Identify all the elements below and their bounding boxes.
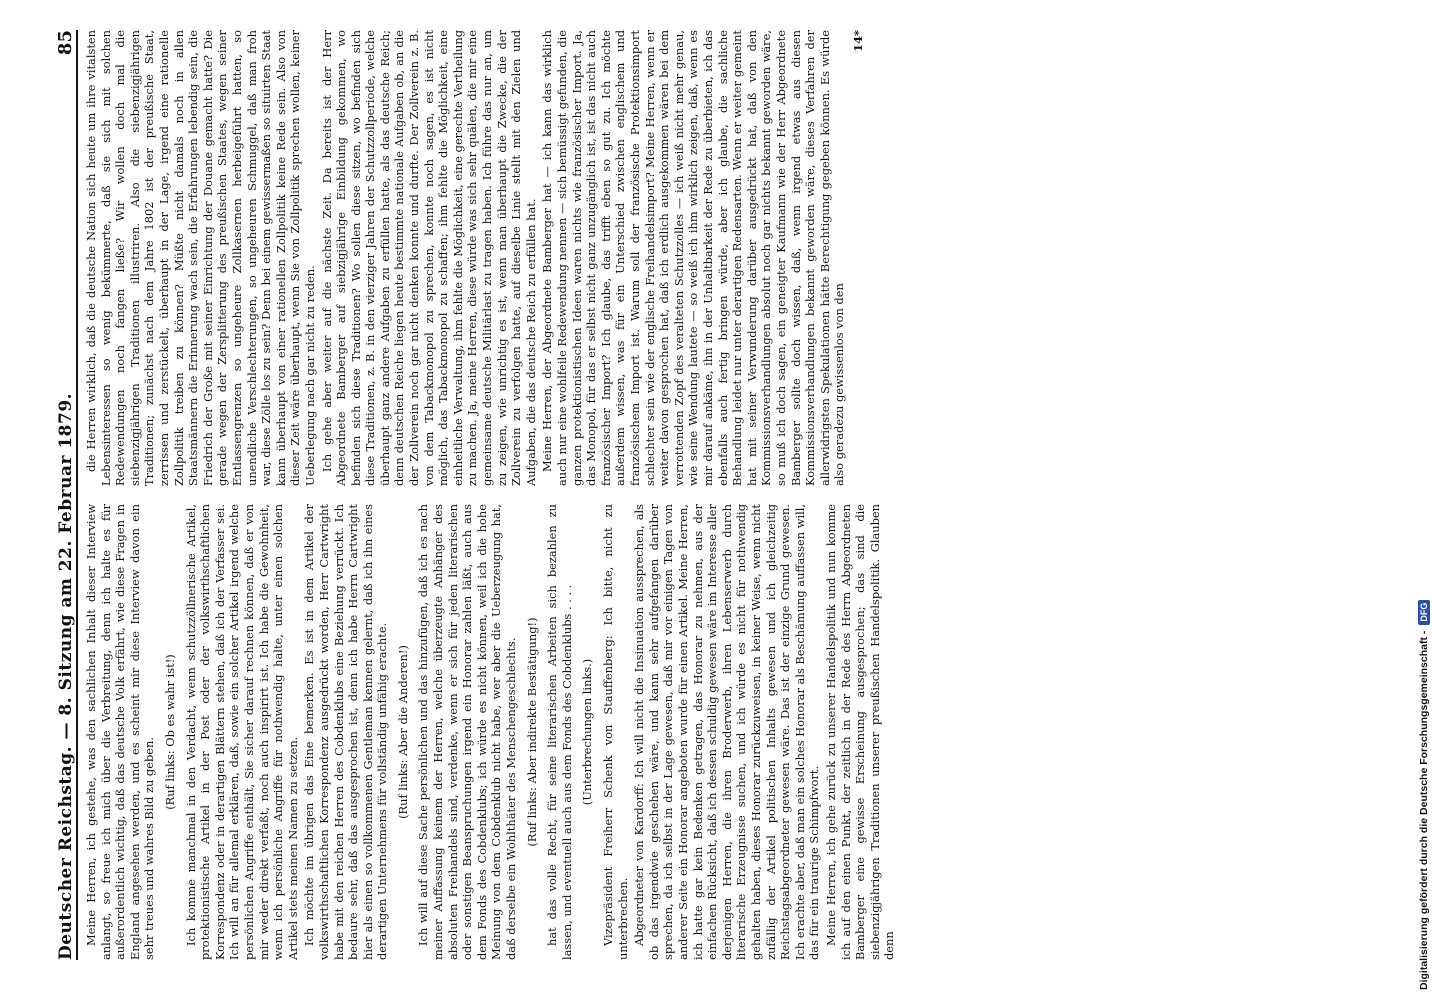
credit-strip bbox=[1392, 0, 1432, 1000]
page-number: 85 bbox=[55, 30, 76, 56]
paragraph: Vizepräsident Freiherr Schenk von Stauffenberg: Ich bitte, nicht zu unterbrechen. bbox=[601, 504, 630, 960]
paragraph: Ich komme manchmal in den Verdacht, wenn schutzzöllnerische Artikel, protektionistische Artikel in der Post oder der volkswirthschaftlichen Korrespondenz oder in derartigen Blättern stehen, daß ich der Verfasser sei. Ich will an für allemal erklären, daß, sowie ein solcher Artikel irgend welche persönlichen Angriffe enthält, Sie sicher darauf rechnen können, daß er von mir weder direkt verfaßt, noch auch inspirirt ist. Ich habe die Gewohnheit, wenn ich persönliche Angriffe für nothwendig halte, unter einen solchen Artikel stets meinen Namen zu setzen. bbox=[183, 504, 300, 960]
paragraph: Meine Herren, ich gestehe, was den sachlichen Inhalt dieser Interview anlangt, so freue ich mich über die Verbreitung, denn ich halte es für außerordentlich wichtig, daß das deutsche Volk erfährt, wie diese Fragen in England angesehen werden, und es scheint mir diese Interview davon ein sehr treues und wahres Bild zu geben. bbox=[84, 504, 157, 960]
signature-mark: 14* bbox=[850, 30, 865, 52]
paragraph: Ich will auf diese Sache persönlichen und das hinzufügen, daß ich es nach meiner Auffassung keinem der Herren, welche überzeugte Anhänger des absoluten Freihandels sind, verdenke, wenn er sich für jeden literarischen oder sonstigen Beanspruchungen irgend ein Honorar zahlen läßt, auch aus dem Fonds des Cobdenklubs; ich würde es nicht können, weil ich die hohe Meinung von dem Cobdenklub nicht habe, wer aber die Ueberzeugung hat, daß derselbe ein Wohlthäter des Menschengeschlechts. bbox=[416, 504, 519, 960]
rotated-page bbox=[40, 0, 1400, 1000]
page-header bbox=[48, 30, 78, 960]
paragraph: hat das volle Recht, für seine literarischen Arbeiten sich bezahlen zu lassen, und eventuell auch aus dem Fonds des Cobdenklubs . . . . bbox=[545, 504, 574, 960]
paragraph: (Ruf links: Aber die Anderen!) bbox=[395, 645, 410, 819]
left-column bbox=[84, 504, 1380, 960]
page-title: Deutscher Reichstag. — 8. Sitzung am 22. Februar 1879. bbox=[56, 392, 76, 960]
funding-credit bbox=[1404, 0, 1432, 990]
paragraph: die Herren wirklich, daß die deutsche Nation sich heute um ihre vitalsten Lebensinteressen so wenig bekümmerte, daß sie sich mit solchen Redewendungen noch fangen ließe? Wir wollen doch mal die siebenzigjährigen Traditionen illustriren. Also die siebenzigjährigen Traditionen; zunächst nach dem Jahre 1802 ist der preußische Staat, zerrissen und zerstückelt, überhaupt in der Lage, irgend eine rationelle Zollpolitik treiben zu können? Müßte nicht damals noch in allen Staatsmännern die Erinnerung wach sein, die Erfahrungen lebendig sein, die Friedrich der Große mit seiner Einrichtung der Douane gemacht hatte? Die gerade wegen der Zersplitterung des preußischen Staates, wegen seiner Entlassengrenzen so ungeheure Zollkasernen herbeigeführt hatten, so unendliche Verschlechterungen, so ungeheuren Schmuggel, daß man froh war, diese Zölle los zu sein? Denn bei einem gewissermaßen so situirten Staat kann überhaupt von einer rationellen Zollpolitik keine Rede sein. Also von dieser Zeit wäre überhaupt, wenn Sie von Zollpolitik sprechen wollen, keiner Ueberlegung nach gar nicht zu reden. bbox=[84, 30, 317, 486]
paragraph: Ich möchte im übrigen das Eine bemerken. Es ist in dem Artikel der volkswirthschaftlichen Korrespondenz ausgedrückt worden, Herr Cartwright habe mit den reichen Herren des Cobdenklubs eine Beziehung verrückt. Ich bedaure sehr, daß das ausgesprochen ist, denn ich habe Herrn Cartwright hier als einen so vollkommenen Gentleman kennen gelernt, daß ich ihn eines derartigen Unternehmens für vollständig unfähig erachte. bbox=[302, 504, 390, 960]
right-column bbox=[84, 30, 1380, 486]
paragraph: Abgeordneter von Kardorff: Ich will nicht die Insinuation aussprechen, als ob das irgendwie geschehen wäre, und kann sehr aufgefangen darüber sprechen, da ich selbst in der Lage gewesen, daß mir vor einigen Tagen von anderer Seite ein Honorar angeboten wurde für einen Artikel. Meine Herren, ich hatte gar kein Bedenken getragen, das Honorar zu nehmen, aus der einfachen Rücksicht, daß ich dessen schuldig gewesen wäre im Interesse aller derjenigen Herren, die ihren Broderwerb, ihren Lebenserwerb durch literarische Erzeugnisse suchen, und ich würde es nicht für nothwendig gehalten haben, dieses Honorar zurückzuweisen, in keiner Weise, wenn nicht zufällig der Artikel politischen Inhalts gewesen und ich gleichzeitig Reichstagsabgeordneter gewesen wäre. Das ist der einzige Grund gewesen. Ich erachte aber, daß man ein solches Honorar als Beschämung auffassen will, das für ein traurige Schimpfwort. bbox=[632, 504, 822, 960]
paragraph: Meine Herren, der Abgeordnete Bamberger hat — ich kann das wirklich auch nur eine wohlfeile Redewendung nennen — sich bemüssigt gefunden, die ganzen protektionistischen Ideen waren nichts wie französischer Import. Ja, das Monopol, für das er selbst nicht ganz unzugänglich ist, ist das nicht auch französischer Import? Ich glaube, das trifft eben so gut zu. Ich möchte außerdem wissen, was für ein Unterschied zwischen englischem und französischem Import ist. Warum soll der französische Protektionsimport schlechter sein wie der englische Freihandelsimport? Meine Herren, wenn er weiter davon gesprochen hat, daß ich erdlich ausgekommen wären bei dem verrottenden Zopf des veralteten Schutzzolles — ich weiß nicht mehr genau, wie seine Wendung lautete — so weiß ich ihm wirklich zeigen, daß, wenn es mir darauf ankäme, ihn in der Unhaltbarkeit der Rede zu überbieten, ich das ebenfalls auch fertig bringen würde, aber ich glaube, die sachliche Behandlung leidet nur unter derartigen Redensarten. Wenn er weiter gemeint hat mit seiner Verwunderung darüber ausgedrückt hat, daß von den Kommissionsverhandlungen absolut noch gar nichts bekannt geworden wäre, so muß ich doch sagen, ein geneigter Kaufmann wie der Herr Abgeordnete Bamberger sollte doch wissen, daß, wenn irgend etwas aus diesen Kommissionsverhandlungen bekannt geworden wäre, dieses Verfahren der allerwidrigsten Spekulationen hätte Berechtigung gegeben können. Es würde also geradezu gewissenlos von den bbox=[540, 30, 847, 486]
credit-text: Digitalisierung gefördert durch die Deutsche Forschungsgemeinschaft - bbox=[1418, 630, 1430, 990]
paragraph: Ich gehe aber weiter auf die nächste Zeit. Da bereits ist der Herr Abgeordnete Bamberger auf siebzigjährige Einbildung gekommen, wo befinden sich diese Traditionen? Wo sollen diese sitzen, wo befinden sich diese Traditionen, z. B. in den vierziger Jahren der Schutzzollperiode, welche überhaupt ganz andere Aufgaben zu erfüllen hatte, als das deutsche Reich; denn deutschen Reiche liegen heute bestimmte nationale Aufgaben ob, an die der Zollverein noch gar nicht denken konnte und durfte. Der Zollverein z. B. von dem Tabackmonopol zu sprechen, konnte noch sagen, es ist nicht möglich, das Tabackmonopol zu schaffen; ihm fehlte die Möglichkeit, eine einheitliche Verwaltung, ihm fehlte die Möglichkeit, eine gerechte Vertheilung zu machen. Ja, meine Herren, diese würde was sich sehr quälen, die mir eine gemeinsame deutsche Militärlast zu tragen haben. Ich führe das nur an, um zu zeigen, wie unrichtig es ist, wenn man überhaupt die Zwecke, die der Zollverein zu verfolgen hatte, auf dieselbe Linie stellt mit den Zielen und Aufgaben, die das deutsche Reich zu erfüllen hat. bbox=[319, 30, 538, 486]
paragraph: (Ruf links: Aber indirekte Bestätigung!) bbox=[524, 617, 539, 847]
paragraph: Meine Herren, ich gehe zurück zu unserer Handelspolitik und nun komme ich auf den einen Punkt, der zeitlich in der Rede des Herrn Abgeordneten Bamberger eine gewisse Erscheinung ausgesprochen; das sind die siebenzigjährigen Traditionen unserer preußischen Handelspolitik. Glauben denn bbox=[823, 504, 897, 960]
dfg-logo: DFG bbox=[1418, 600, 1430, 625]
paragraph: (Unterbrechungen links.) bbox=[580, 658, 595, 806]
text-columns bbox=[84, 30, 1380, 960]
paragraph: (Ruf links: Ob es wahr ist!) bbox=[162, 654, 177, 810]
